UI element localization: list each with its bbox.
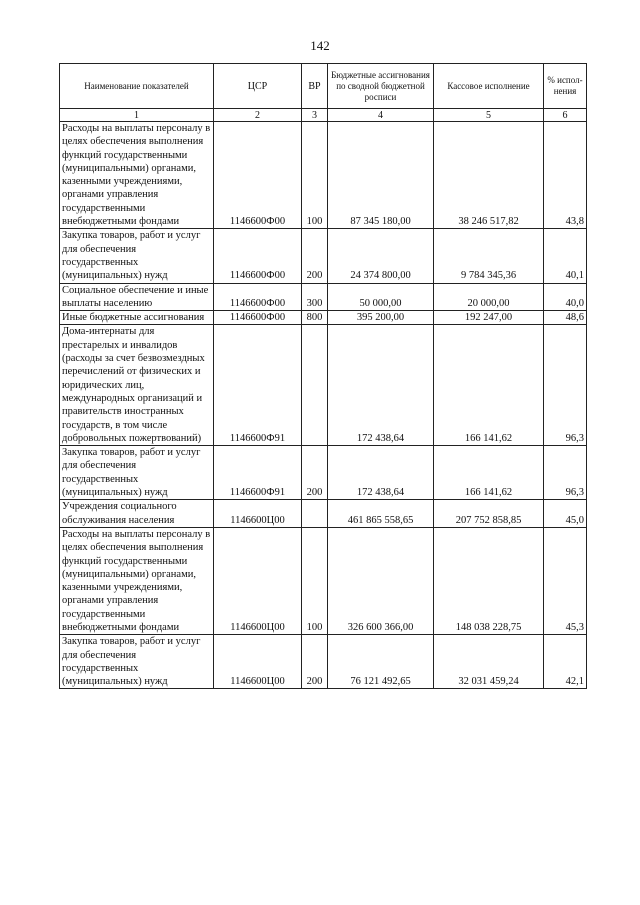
table-row <box>60 229 587 283</box>
row-name: Закупка товаров, работ и услуг для обеспечения государственных (муниципальных) нужд <box>60 229 214 283</box>
row-budget: 172 438,64 <box>328 446 434 500</box>
row-name: Дома-интернаты для престарелых и инвалидов (расходы за счет безвозмездных перечислений от физических и юридических лиц, международных организаций и правительств иностранных государств, в том числе добровольных пожертвований) <box>60 325 214 446</box>
table-row <box>60 500 587 528</box>
row-csr: 1146600Ф00 <box>214 229 302 283</box>
table-row <box>60 446 587 500</box>
row-vr: 200 <box>302 635 328 689</box>
table-row <box>60 122 587 229</box>
row-name: Расходы на выплаты персоналу в целях обеспечения выполнения функций государственными (муниципальными) органами, казенными учреждениями, органами управления государственными внебюджетными фондами <box>60 527 214 634</box>
header-indicator-name: Наименование показателей <box>60 64 214 109</box>
row-budget: 461 865 558,65 <box>328 500 434 528</box>
column-number: 4 <box>328 109 434 122</box>
column-number: 3 <box>302 109 328 122</box>
row-csr: 1146600Ц00 <box>214 527 302 634</box>
header-percent-execution: % испол-нения <box>544 64 587 109</box>
row-vr: 100 <box>302 122 328 229</box>
table-row <box>60 283 587 311</box>
column-number: 2 <box>214 109 302 122</box>
row-budget: 76 121 492,65 <box>328 635 434 689</box>
row-vr: 200 <box>302 446 328 500</box>
column-number: 1 <box>60 109 214 122</box>
row-vr: 100 <box>302 527 328 634</box>
page-number: 142 <box>310 38 330 53</box>
row-cash: 38 246 517,82 <box>434 122 544 229</box>
row-csr: 1146600Ф00 <box>214 311 302 325</box>
row-cash: 20 000,00 <box>434 283 544 311</box>
row-budget: 326 600 366,00 <box>328 527 434 634</box>
row-cash: 166 141,62 <box>434 446 544 500</box>
row-csr: 1146600Ф91 <box>214 446 302 500</box>
row-budget: 87 345 180,00 <box>328 122 434 229</box>
row-csr: 1146600Ц00 <box>214 500 302 528</box>
row-percent: 43,8 <box>544 122 587 229</box>
row-name: Иные бюджетные ассигнования <box>60 311 214 325</box>
column-number: 6 <box>544 109 587 122</box>
row-csr: 1146600Ф91 <box>214 325 302 446</box>
row-name: Закупка товаров, работ и услуг для обеспечения государственных (муниципальных) нужд <box>60 446 214 500</box>
row-csr: 1146600Ф00 <box>214 122 302 229</box>
row-percent: 96,3 <box>544 325 587 446</box>
row-budget: 24 374 800,00 <box>328 229 434 283</box>
row-budget: 50 000,00 <box>328 283 434 311</box>
row-percent: 42,1 <box>544 635 587 689</box>
table-header-row <box>60 64 587 109</box>
row-cash: 9 784 345,36 <box>434 229 544 283</box>
row-percent: 40,1 <box>544 229 587 283</box>
row-vr <box>302 500 328 528</box>
row-percent: 48,6 <box>544 311 587 325</box>
row-name: Расходы на выплаты персоналу в целях обеспечения выполнения функций государственными (муниципальными) органами, казенными учреждениями, органами управления государственными внебюджетными фондами <box>60 122 214 229</box>
row-budget: 172 438,64 <box>328 325 434 446</box>
header-csr: ЦСР <box>214 64 302 109</box>
budget-execution-table <box>59 63 587 689</box>
row-percent: 45,0 <box>544 500 587 528</box>
table-row <box>60 527 587 634</box>
row-vr: 300 <box>302 283 328 311</box>
header-vr: ВР <box>302 64 328 109</box>
table-row <box>60 311 587 325</box>
row-csr: 1146600Ф00 <box>214 283 302 311</box>
row-budget: 395 200,00 <box>328 311 434 325</box>
header-budget-allocations: Бюджетные ассигнования по сводной бюджетной росписи <box>328 64 434 109</box>
row-name: Социальное обеспечение и иные выплаты населению <box>60 283 214 311</box>
column-number: 5 <box>434 109 544 122</box>
row-cash: 207 752 858,85 <box>434 500 544 528</box>
row-csr: 1146600Ц00 <box>214 635 302 689</box>
row-cash: 192 247,00 <box>434 311 544 325</box>
row-percent: 40,0 <box>544 283 587 311</box>
row-vr: 800 <box>302 311 328 325</box>
row-name: Закупка товаров, работ и услуг для обеспечения государственных (муниципальных) нужд <box>60 635 214 689</box>
table-row <box>60 635 587 689</box>
row-vr <box>302 325 328 446</box>
header-cash-execution: Кассовое исполнение <box>434 64 544 109</box>
row-vr: 200 <box>302 229 328 283</box>
table-row <box>60 325 587 446</box>
row-percent: 96,3 <box>544 446 587 500</box>
row-cash: 166 141,62 <box>434 325 544 446</box>
row-percent: 45,3 <box>544 527 587 634</box>
row-cash: 148 038 228,75 <box>434 527 544 634</box>
row-cash: 32 031 459,24 <box>434 635 544 689</box>
column-numbers-row <box>60 109 587 122</box>
row-name: Учреждения социального обслуживания населения <box>60 500 214 528</box>
